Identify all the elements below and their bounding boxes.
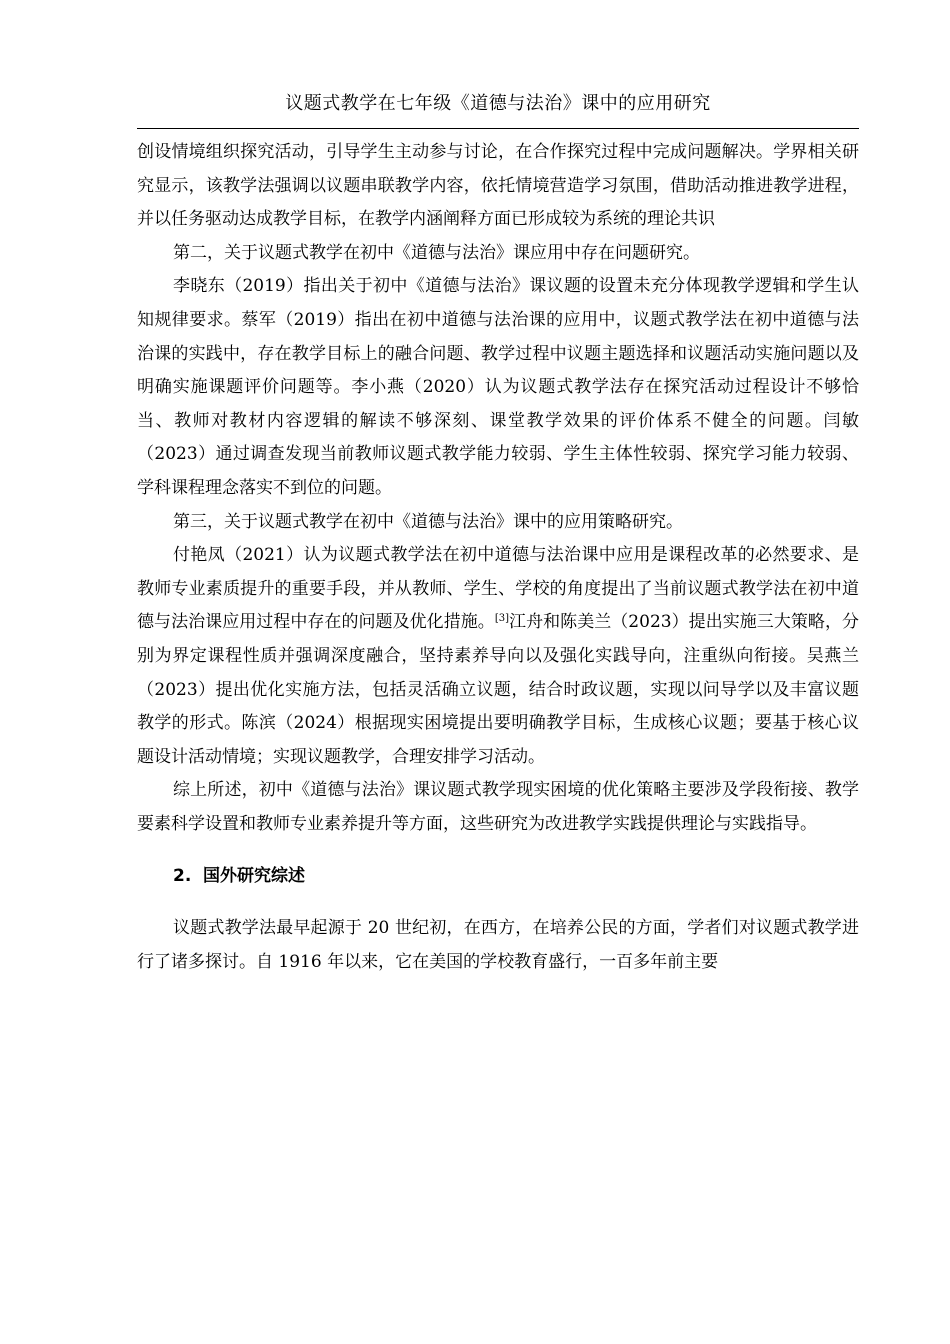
paragraph-foreign-review: 议题式教学法最早起源于 20 世纪初，在西方，在培养公民的方面，学者们对议题式教学进行了诸多探讨。自 1916 年以来，它在美国的学校教育盛行，一百多年前主要 — [137, 918, 859, 972]
paragraph-third-point: 第三，关于议题式教学在初中《道德与法治》课中的应用策略研究。 — [173, 511, 683, 532]
strategies-text-part1: 付艳凤（2021）认为议题式教学法在初中道德与法治课中应用是课程改革的必然要求、是教师专业素质提升的重要手段，并从教师、学生、学校的角度提出了当前议题式教学法在初中道德与法治课应用过程中存在的问题及优化措施。 — [137, 545, 859, 633]
paragraph-strategies-review — [137, 539, 859, 774]
paragraph-continuation: 创设情境组织探究活动，引导学生主动参与讨论，在合作探究过程中完成问题解决。学界相关研究显示，该教学法强调以议题串联教学内容，依托情境营造学习氛围，借助活动推进教学进程，并以任务驱动达成教学目标，在教学内涵阐释方面已形成较为系统的理论共识 — [137, 142, 859, 230]
header-rule — [137, 128, 859, 129]
body-text — [137, 136, 859, 979]
paragraph-summary: 综上所述，初中《道德与法治》课议题式教学现实困境的优化策略主要涉及学段衔接、教学要素科学设置和教师专业素养提升等方面，这些研究为改进教学实践提供理论与实践指导。 — [137, 780, 859, 834]
citation-marker: [3] — [494, 613, 509, 625]
paragraph-problems-review: 李晓东（2019）指出关于初中《道德与法治》课议题的设置未充分体现教学逻辑和学生认知规律要求。蔡军（2019）指出在初中道德与法治课的应用中，议题式教学法在初中道德与法治课的实践中，存在教学目标上的融合问题、教学过程中议题主题选择和议题活动实施问题以及明确实施课题评价问题等。李小燕（2020）认为议题式教学法存在探究活动过程设计不够恰当、教师对教材内容逻辑的解读不够深刻、课堂教学效果的评价体系不健全的问题。闫敏（2023）通过调查发现当前教师议题式教学能力较弱、学生主体性较弱、探究学习能力较弱、学科课程理念落实不到位的问题。 — [137, 276, 859, 498]
section-number: 2. — [173, 866, 192, 887]
section-title: 国外研究综述 — [203, 866, 305, 887]
section-heading — [137, 860, 859, 894]
running-header: 议题式教学在七年级《道德与法治》课中的应用研究 — [285, 93, 711, 114]
paragraph-second-point: 第二，关于议题式教学在初中《道德与法治》课应用中存在问题研究。 — [173, 242, 700, 263]
strategies-text-part2: 江舟和陈美兰（2023）提出实施三大策略，分别为界定课程性质并强调深度融合，坚持素养导向以及强化实践导向，注重纵向衔接。吴燕兰（2023）提出优化实施方法，包括灵活确立议题，结合时政议题，实现以问导学以及丰富议题教学的形式。陈滨（2024）根据现实困境提出要明确教学目标，生成核心议题；要基于核心议题设计活动情境；实现议题教学，合理安排学习活动。 — [137, 612, 860, 767]
